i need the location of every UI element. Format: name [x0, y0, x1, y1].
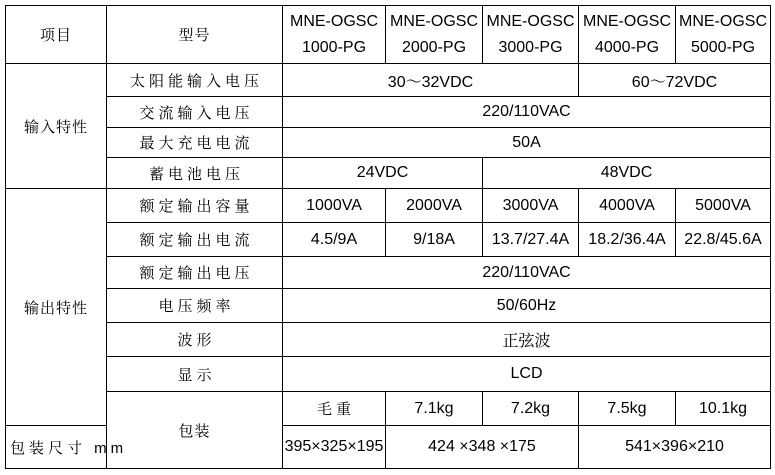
- model-series: MNE-OGSC: [486, 12, 575, 30]
- value-battery-voltage-24: 24VDC: [283, 158, 483, 189]
- value-package-size-2000-3000: 424 ×348 ×175: [386, 426, 579, 469]
- row-solar-input-voltage: [6, 64, 771, 97]
- value-battery-voltage-48: 48VDC: [483, 158, 771, 189]
- value-max-charge-current: 50A: [283, 128, 771, 158]
- value-rated-capacity: 4000VA: [579, 189, 676, 223]
- value-display: LCD: [283, 357, 771, 392]
- value-gross-weight: 7.5kg: [579, 392, 676, 426]
- row-gross-weight: [6, 392, 771, 426]
- model-series: MNE-OGSC: [390, 12, 478, 30]
- value-rated-current: 22.8/45.6A: [676, 223, 771, 257]
- label-max-charge-current: 最大充电电流: [107, 128, 283, 158]
- value-rated-current: 13.7/27.4A: [483, 223, 579, 257]
- value-package-size-4000-5000: 541×396×210: [579, 426, 771, 469]
- header-model-2000: [386, 6, 483, 64]
- row-waveform: [6, 323, 771, 357]
- label-frequency: 电压频率: [107, 289, 283, 323]
- row-rated-voltage: [6, 257, 771, 289]
- model-code: 4000-PG: [594, 38, 660, 56]
- value-ac-input-voltage: 220/110VAC: [283, 97, 771, 128]
- group-input: 输入特性: [6, 64, 107, 189]
- label-solar-input-voltage: 太阳能输入电压: [107, 64, 283, 97]
- value-rated-current: 4.5/9A: [283, 223, 386, 257]
- header-model-3000: [483, 6, 579, 64]
- label-rated-voltage: 额定输出电压: [107, 257, 283, 289]
- label-battery-voltage: 蓄电池电压: [107, 158, 283, 189]
- group-packaging: 包装: [107, 392, 283, 469]
- label-rated-capacity: 额定输出容量: [107, 189, 283, 223]
- value-waveform: 正弦波: [283, 323, 771, 357]
- value-solar-input-voltage-low: 30～32VDC: [283, 64, 579, 97]
- value-gross-weight: 10.1kg: [676, 392, 771, 426]
- header-item: 项目: [6, 6, 107, 64]
- label-gross-weight: 毛重: [283, 392, 386, 426]
- header-model-1000: [283, 6, 386, 64]
- value-rated-capacity: 5000VA: [676, 189, 771, 223]
- row-battery-voltage: [6, 158, 771, 189]
- label-package-size: 包装尺寸 mm: [6, 426, 107, 469]
- value-gross-weight: 7.1kg: [386, 392, 483, 426]
- row-frequency: [6, 289, 771, 323]
- model-series: MNE-OGSC: [679, 12, 767, 30]
- value-solar-input-voltage-high: 60～72VDC: [579, 64, 771, 97]
- spec-table: [5, 5, 771, 469]
- model-code: 1000-PG: [301, 38, 367, 56]
- value-gross-weight: 7.2kg: [483, 392, 579, 426]
- value-rated-capacity: 2000VA: [386, 189, 483, 223]
- value-frequency: 50/60Hz: [283, 289, 771, 323]
- value-rated-capacity: 1000VA: [283, 189, 386, 223]
- value-rated-capacity: 3000VA: [483, 189, 579, 223]
- row-rated-capacity: [6, 189, 771, 223]
- row-rated-current: [6, 223, 771, 257]
- label-rated-current: 额定输出电流: [107, 223, 283, 257]
- group-output: 输出特性: [6, 189, 107, 426]
- header-model-4000: [579, 6, 676, 64]
- value-rated-current: 9/18A: [386, 223, 483, 257]
- model-code: 2000-PG: [401, 38, 467, 56]
- value-rated-current: 18.2/36.4A: [579, 223, 676, 257]
- header-model: 型号: [107, 6, 283, 64]
- row-ac-input-voltage: [6, 97, 771, 128]
- header-model-5000: [676, 6, 771, 64]
- model-code: 3000-PG: [498, 38, 563, 56]
- model-series: MNE-OGSC: [290, 12, 378, 30]
- value-rated-voltage: 220/110VAC: [283, 257, 771, 289]
- header-row: [6, 6, 771, 64]
- row-display: [6, 357, 771, 392]
- row-max-charge-current: [6, 128, 771, 158]
- value-package-size-1000: 395×325×195: [283, 426, 386, 469]
- label-waveform: 波形: [107, 323, 283, 357]
- label-ac-input-voltage: 交流输入电压: [107, 97, 283, 128]
- model-code: 5000-PG: [690, 38, 756, 56]
- model-series: MNE-OGSC: [583, 12, 671, 30]
- label-display: 显示: [107, 357, 283, 392]
